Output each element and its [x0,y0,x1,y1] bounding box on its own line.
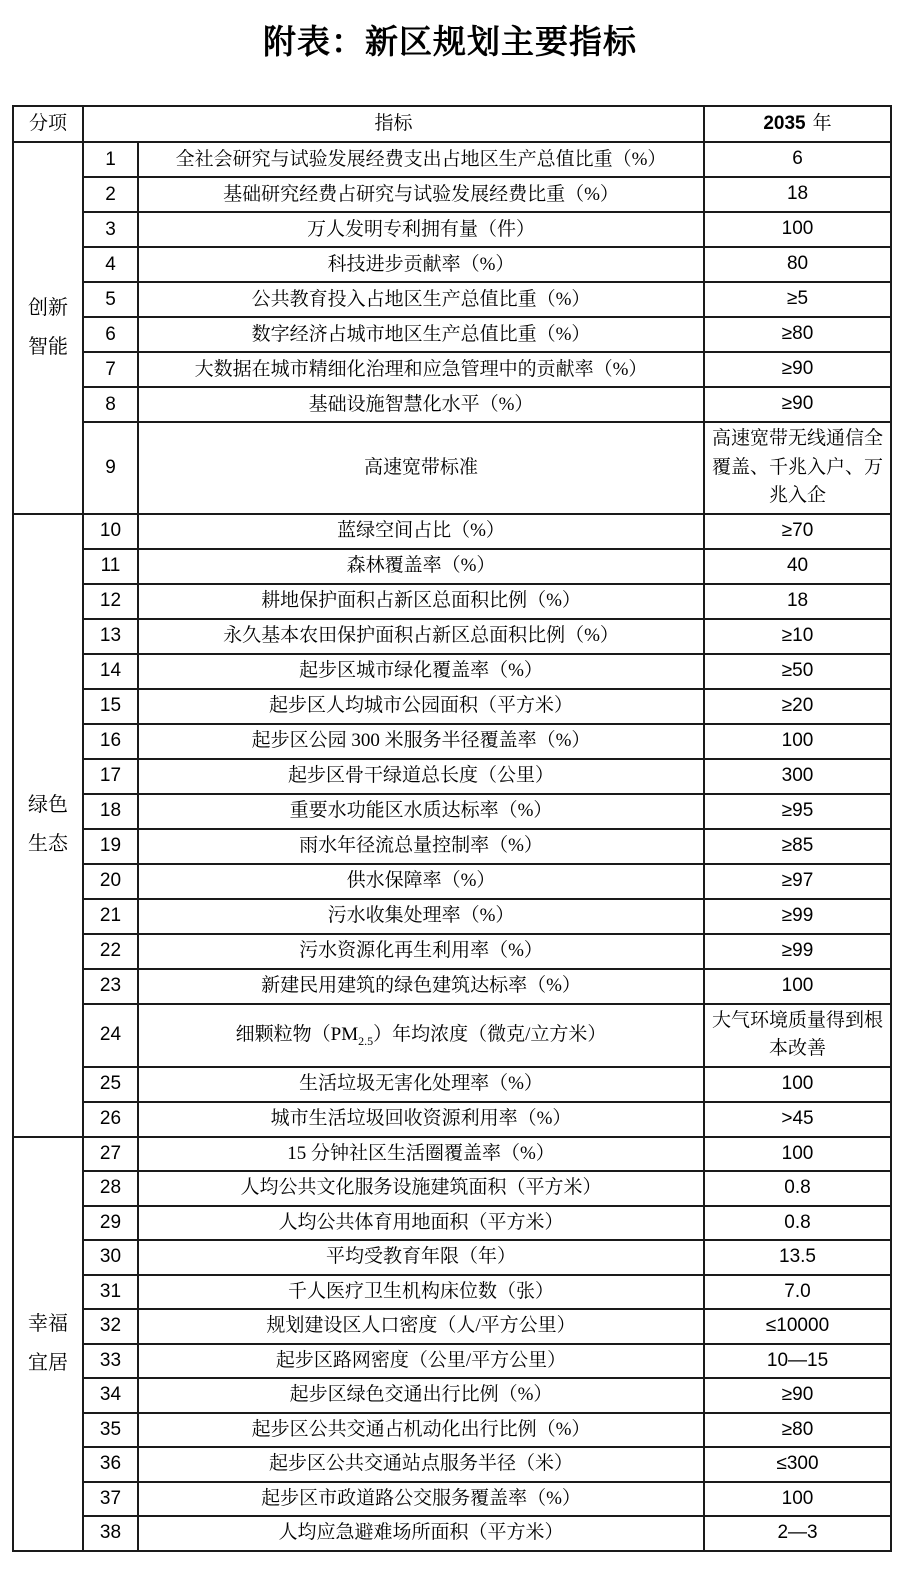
target-value-cell: 0.8 [704,1171,891,1206]
indicator-cell: 起步区路网密度（公里/平方公里） [138,1344,704,1379]
category-label-line: 幸福 [28,1312,68,1335]
target-value-cell: ≥97 [704,864,891,899]
indicator-cell: 15 分钟社区生活圈覆盖率（%） [138,1137,704,1172]
table-row [13,1206,891,1241]
indicator-cell: 平均受教育年限（年） [138,1240,704,1275]
table-row [13,724,891,759]
indicator-cell: 基础设施智慧化水平（%） [138,387,704,422]
header-year-suffix: 年 [812,113,832,135]
target-value-cell: 100 [704,212,891,247]
table-row [13,689,891,724]
row-number: 13 [83,619,138,654]
target-value-cell: 13.5 [704,1240,891,1275]
indicator-cell: 永久基本农田保护面积占新区总面积比例（%） [138,619,704,654]
table-row [13,934,891,969]
table-row [13,584,891,619]
target-value-cell: ≥70 [704,514,891,549]
table-row [13,387,891,422]
target-value-cell: 大气环境质量得到根本改善 [704,1004,891,1067]
target-value-cell: 100 [704,1067,891,1102]
target-value-cell: 0.8 [704,1206,891,1241]
indicator-cell: 起步区市政道路公交服务覆盖率（%） [138,1482,704,1517]
row-number: 12 [83,584,138,619]
category-label-line: 绿色 [28,794,68,816]
row-number: 32 [83,1309,138,1344]
target-value-cell: ≤10000 [704,1309,891,1344]
indicator-cell: 起步区城市绿化覆盖率（%） [138,654,704,689]
row-number: 9 [83,422,138,514]
indicators-table [12,105,892,1552]
indicator-cell: 人均公共文化服务设施建筑面积（平方米） [138,1171,704,1206]
row-number: 14 [83,654,138,689]
row-number: 29 [83,1206,138,1241]
indicator-cell: 起步区骨干绿道总长度（公里） [138,759,704,794]
header-year-number: 2035 [763,113,806,135]
indicator-cell: 耕地保护面积占新区总面积比例（%） [138,584,704,619]
table-row [13,142,891,177]
table-row [13,969,891,1004]
header-indicator: 指标 [83,106,704,142]
table-row [13,1137,891,1172]
indicator-cell: 基础研究经费占研究与试验发展经费比重（%） [138,177,704,212]
target-value-cell: 2—3 [704,1516,891,1551]
target-value-cell: 18 [704,584,891,619]
row-number: 20 [83,864,138,899]
indicator-cell: 全社会研究与试验发展经费支出占地区生产总值比重（%） [138,142,704,177]
table-row [13,829,891,864]
indicator-cell: 城市生活垃圾回收资源利用率（%） [138,1102,704,1137]
table-row [13,864,891,899]
row-number: 37 [83,1482,138,1517]
row-number: 31 [83,1275,138,1310]
indicator-cell: 起步区人均城市公园面积（平方米） [138,689,704,724]
category-cell [13,142,83,514]
table-row [13,317,891,352]
target-value-cell: 300 [704,759,891,794]
target-value-cell: 100 [704,1482,891,1517]
table-row [13,1102,891,1137]
table-row [13,247,891,282]
table-row [13,1067,891,1102]
target-value-cell: ≥5 [704,282,891,317]
indicator-cell: 规划建设区人口密度（人/平方公里） [138,1309,704,1344]
row-number: 10 [83,514,138,549]
indicator-text: 细颗粒物（PM [235,1024,359,1046]
table-row [13,759,891,794]
target-value-cell: ≥80 [704,1413,891,1448]
category-cell [13,1137,83,1551]
row-number: 25 [83,1067,138,1102]
target-value-cell: 7.0 [704,1275,891,1310]
target-value-cell: ≥90 [704,1378,891,1413]
header-year [704,106,891,142]
row-number: 28 [83,1171,138,1206]
row-number: 4 [83,247,138,282]
indicator-cell: 生活垃圾无害化处理率（%） [138,1067,704,1102]
table-row [13,1344,891,1379]
target-value-cell: 100 [704,724,891,759]
indicator-cell: 公共教育投入占地区生产总值比重（%） [138,282,704,317]
target-value-cell: 6 [704,142,891,177]
indicator-cell: 万人发明专利拥有量（件） [138,212,704,247]
target-value-cell: ≥85 [704,829,891,864]
row-number: 1 [83,142,138,177]
indicator-cell: 森林覆盖率（%） [138,549,704,584]
table-row [13,514,891,549]
target-value-cell: ≥99 [704,899,891,934]
page-title: 附表：新区规划主要指标 [263,23,637,60]
target-value-cell: ≥90 [704,352,891,387]
indicator-subscript: 2.5 [358,1034,374,1049]
indicator-cell: 起步区绿色交通出行比例（%） [138,1378,704,1413]
table-row [13,1378,891,1413]
target-value-cell: 40 [704,549,891,584]
target-value-cell: 10—15 [704,1344,891,1379]
table-row [13,549,891,584]
indicator-cell: 蓝绿空间占比（%） [138,514,704,549]
target-value-cell: ≥50 [704,654,891,689]
table-row [13,899,891,934]
category-label-line: 智能 [28,335,68,358]
row-number: 8 [83,387,138,422]
row-number: 26 [83,1102,138,1137]
table-row [13,1516,891,1551]
indicator-cell: 人均公共体育用地面积（平方米） [138,1206,704,1241]
row-number: 22 [83,934,138,969]
row-number: 15 [83,689,138,724]
row-number: 35 [83,1413,138,1448]
table-row [13,1240,891,1275]
row-number: 34 [83,1378,138,1413]
indicator-cell: 起步区公共交通站点服务半径（米） [138,1447,704,1482]
row-number: 18 [83,794,138,829]
target-value-cell: ≤300 [704,1447,891,1482]
indicator-text: ）年均浓度（微克/立方米） [373,1024,607,1046]
target-value-cell: ≥95 [704,794,891,829]
indicator-cell: 千人医疗卫生机构床位数（张） [138,1275,704,1310]
row-number: 38 [83,1516,138,1551]
indicator-cell: 科技进步贡献率（%） [138,247,704,282]
target-value-cell: ≥20 [704,689,891,724]
indicator-cell: 起步区公共交通占机动化出行比例（%） [138,1413,704,1448]
row-number: 3 [83,212,138,247]
table-row [13,282,891,317]
target-value-cell: ≥90 [704,387,891,422]
table-row [13,1482,891,1517]
row-number: 36 [83,1447,138,1482]
table-row [13,1171,891,1206]
row-number: 33 [83,1344,138,1379]
table-row [13,422,891,514]
target-value-cell: 18 [704,177,891,212]
indicator-cell: 新建民用建筑的绿色建筑达标率（%） [138,969,704,1004]
indicator-cell: 数字经济占城市地区生产总值比重（%） [138,317,704,352]
table-row [13,212,891,247]
indicator-cell [138,1004,704,1067]
indicator-cell: 雨水年径流总量控制率（%） [138,829,704,864]
row-number: 19 [83,829,138,864]
target-value-cell: >45 [704,1102,891,1137]
row-number: 6 [83,317,138,352]
category-label-line: 宜居 [28,1351,68,1374]
row-number: 30 [83,1240,138,1275]
target-value-cell: 100 [704,1137,891,1172]
table-row [13,1447,891,1482]
target-value-cell: 80 [704,247,891,282]
row-number: 11 [83,549,138,584]
target-value-cell: 100 [704,969,891,1004]
row-number: 2 [83,177,138,212]
row-number: 17 [83,759,138,794]
table-row [13,352,891,387]
target-value-cell: ≥10 [704,619,891,654]
row-number: 7 [83,352,138,387]
target-value-cell: ≥99 [704,934,891,969]
indicator-cell: 高速宽带标准 [138,422,704,514]
table-row [13,794,891,829]
row-number: 5 [83,282,138,317]
table-row [13,1413,891,1448]
indicator-cell: 重要水功能区水质达标率（%） [138,794,704,829]
table-row [13,619,891,654]
row-number: 23 [83,969,138,1004]
row-number: 21 [83,899,138,934]
category-label-line: 生态 [28,833,68,855]
row-number: 24 [83,1004,138,1067]
indicator-cell: 供水保障率（%） [138,864,704,899]
table-row [13,654,891,689]
target-value-cell: ≥80 [704,317,891,352]
row-number: 16 [83,724,138,759]
table-row [13,1275,891,1310]
category-label-line: 创新 [28,296,68,319]
header-category: 分项 [13,106,83,142]
indicator-cell: 人均应急避难场所面积（平方米） [138,1516,704,1551]
category-cell [13,514,83,1137]
indicator-cell: 污水资源化再生利用率（%） [138,934,704,969]
indicator-cell: 污水收集处理率（%） [138,899,704,934]
indicator-cell: 起步区公园 300 米服务半径覆盖率（%） [138,724,704,759]
row-number: 27 [83,1137,138,1172]
table-row [13,1309,891,1344]
table-row [13,1004,891,1067]
table-row [13,177,891,212]
indicator-cell: 大数据在城市精细化治理和应急管理中的贡献率（%） [138,352,704,387]
header-row [13,106,891,142]
target-value-cell: 高速宽带无线通信全覆盖、千兆入户、万兆入企 [704,422,891,514]
